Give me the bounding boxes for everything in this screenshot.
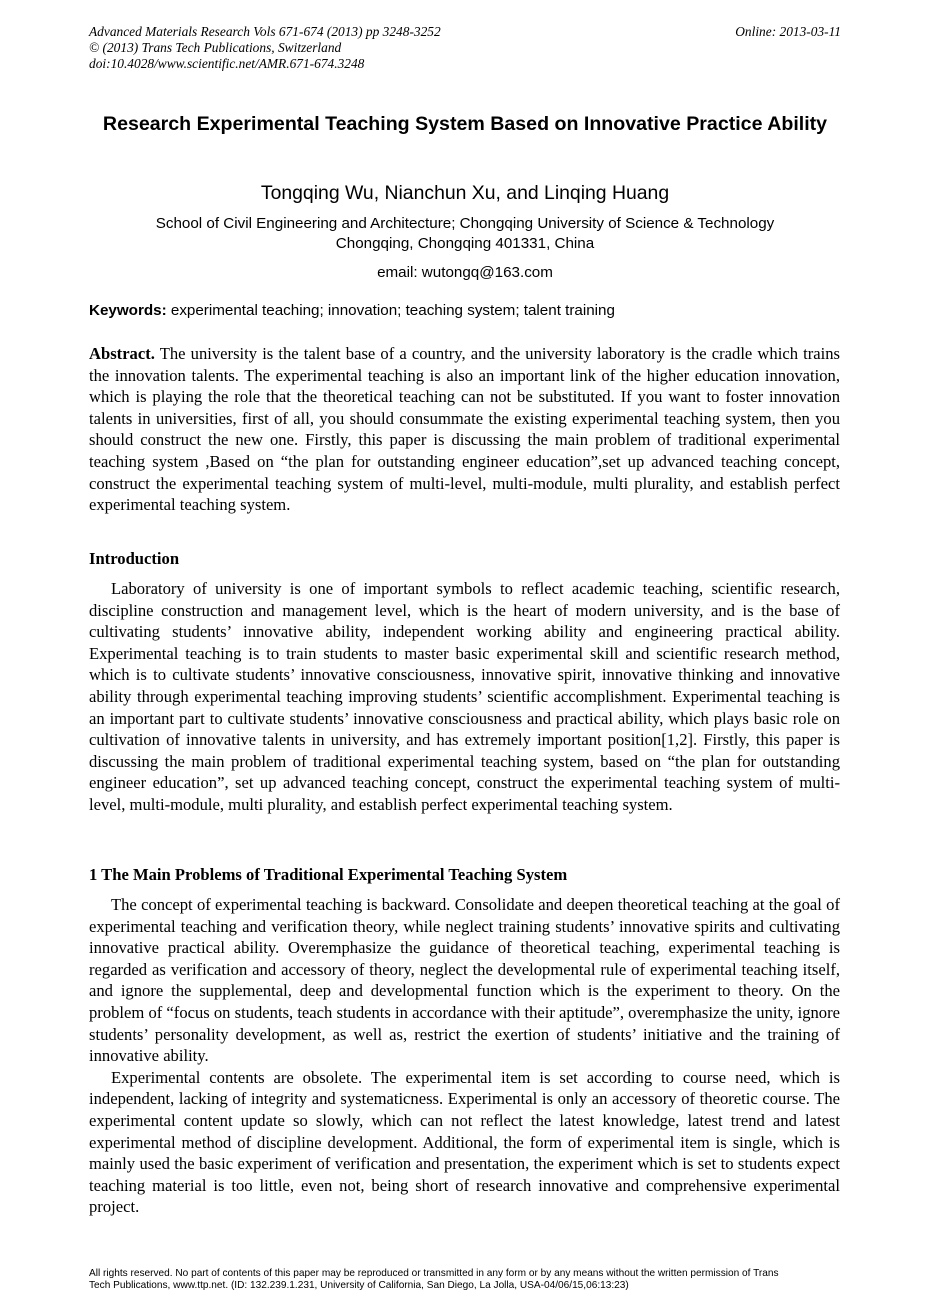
section1-body [89, 894, 840, 1218]
introduction-body [89, 578, 840, 816]
online-date: Online: 2013-03-11 [735, 24, 841, 39]
section1-heading: 1 The Main Problems of Traditional Experimental Teaching System [89, 865, 568, 884]
section1-paragraph-1: The concept of experimental teaching is backward. Consolidate and deepen theoretical teaching at the goal of experimental teaching and verification theory, while neglect training students’ innovative spirits and cultivating innovative practical ability. Overemphasize the guidance of theoretical teaching, experimental teaching is regarded as verification and accessory of theory, neglect the developmental rule of experimental teaching itself, and ignore the supplemental, deep and developmental function which is the experiment to theory. On the problem of “focus on students, teach students in accordance with their aptitude”, overemphasize the unity, ignore students’ personality development, as well as, restrict the exertion of students’ initiative and the training of innovative ability. [89, 895, 840, 1066]
keywords [89, 301, 841, 320]
keywords-text: experimental teaching; innovation; teaching system; talent training [166, 302, 615, 319]
paper-title: Research Experimental Teaching System Based on Innovative Practice Ability [102, 113, 828, 135]
introduction-paragraph: Laboratory of university is one of important symbols to reflect academic teaching, scientific research, discipline construction and management level, which is the heart of modern university, and is the base of cultivating students’ innovative ability, independent working ability and engineering practical ability. Experimental teaching is to train students to master basic experimental skill and scientific research method, which is to cultivate students’ innovative consciousness, innovative spirit, innovative thinking and innovative ability through experimental teaching improving students’ scientific accomplishment. Experimental teaching is an important part to cultivate students’ innovative consciousness and practical ability, which plays basic role on cultivation of innovative talents in university, and has extremely important position[1,2]. Firstly, this paper is discussing the main problem of traditional experimental teaching system, based on “the plan for outstanding engineer education”, set up advanced teaching concept, construct the experimental teaching system of multi-level, multi-module, multi plurality, and establish perfect experimental teaching system. [89, 579, 840, 814]
abstract-label: Abstract. [89, 344, 155, 363]
footer-line-1: All rights reserved. No part of contents of this paper may be reproduced or transmitted in any form or by any means without the written permission of Trans [89, 1268, 779, 1279]
copyright-line: © (2013) Trans Tech Publications, Switzerland [89, 40, 342, 55]
footer-line-2: Tech Publications, www.ttp.net. (ID: 132.239.1.231, University of California, San Diego, La Jolla, USA-04/06/15,06:13:23) [89, 1279, 629, 1291]
keywords-label: Keywords: [89, 302, 167, 319]
author-email[interactable]: email: wutongq@163.com [377, 264, 553, 281]
affiliation-line-1: School of Civil Engineering and Architecture; Chongqing University of Science & Technology [155, 215, 775, 232]
abstract [89, 343, 840, 516]
abstract-text: The university is the talent base of a country, and the university laboratory is the cradle which trains the innovation talents. The experimental teaching is also an important link of the higher education innovation, which is playing the role that the theoretical teaching can not be substituted. If you want to foster innovation talents in universities, first of all, you should consummate the existing experimental teaching system, then you should construct the new one. Firstly, this paper is discussing the main problem of traditional experimental teaching system ,Based on “the plan for outstanding engineer education”,set up advanced teaching concept, construct the experimental teaching system of multi-level, multi-module, multi plurality, and establish perfect experimental teaching system. [89, 344, 840, 515]
authors: Tongqing Wu, Nianchun Xu, and Linqing Huang [260, 182, 670, 204]
section1-paragraph-2: Experimental contents are obsolete. The experimental item is set according to course need, which is independent, lacking of integrity and systematicness. Experimental is only an accessory of theoretic course. The experimental content update so slowly, which can not reflect the latest knowledge, latest trend and latest experimental method of discipline development. Additional, the form of experimental item is single, which is mainly used the basic experiment of verification and presentation, the experiment which is set to students expect teaching material is too little, even not, being short of research innovative and comprehensive experimental project. [89, 1067, 840, 1217]
introduction-heading: Introduction [89, 549, 180, 568]
doi-link[interactable]: doi:10.4028/www.scientific.net/AMR.671-674.3248 [89, 56, 365, 71]
affiliation-line-2: Chongqing, Chongqing 401331, China [335, 235, 595, 252]
rights-footer [89, 1268, 841, 1292]
journal-header: Advanced Materials Research Vols 671-674 (2013) pp 3248-3252 [89, 24, 441, 39]
